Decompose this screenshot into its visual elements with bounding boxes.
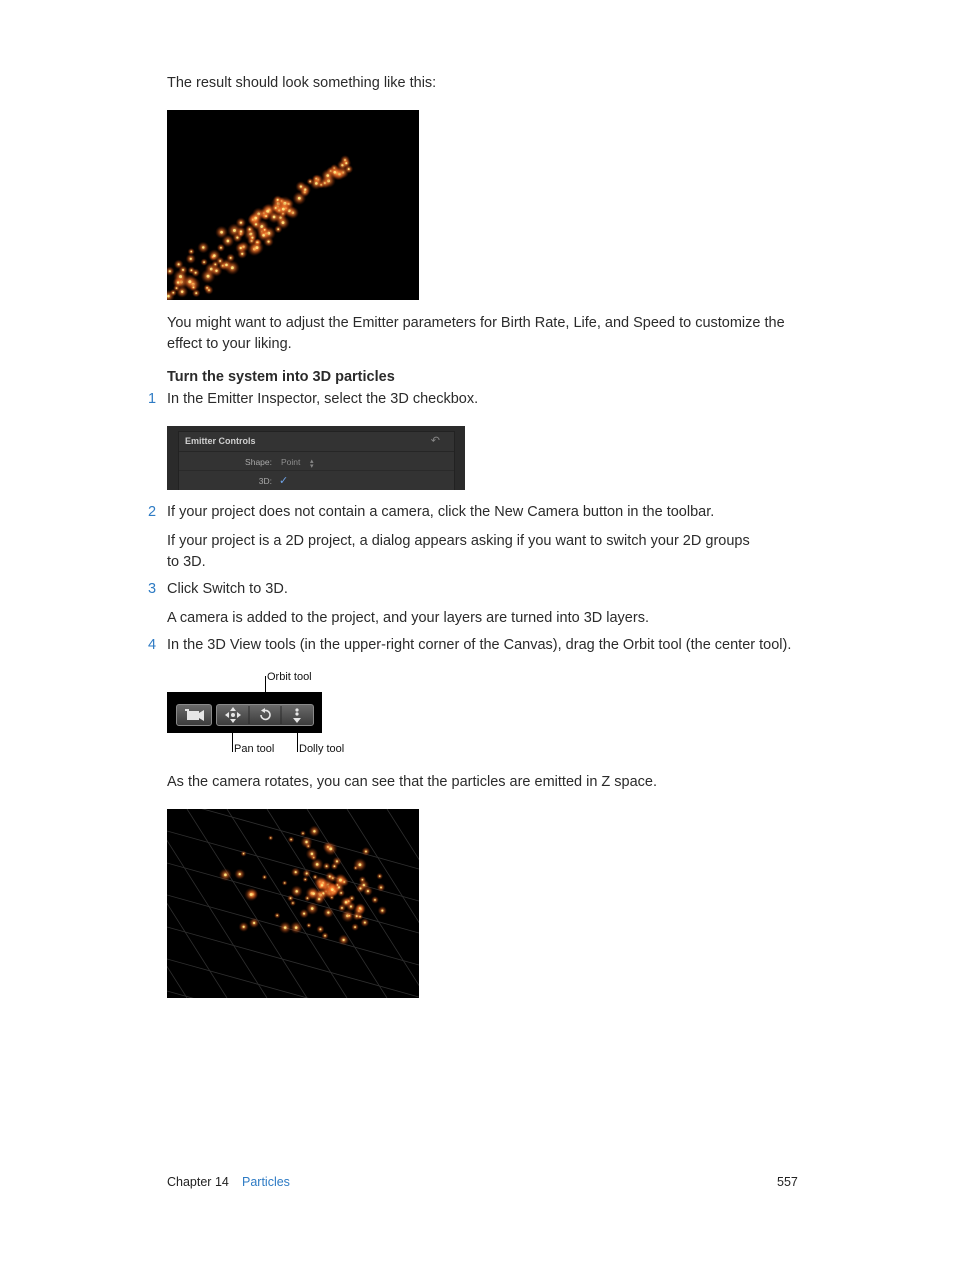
- adjust-paragraph-line2: effect to your liking.: [167, 336, 292, 352]
- panel-divider-2: [179, 470, 454, 471]
- intro-text: The result should look something like this:: [167, 75, 437, 91]
- particle: [253, 922, 255, 924]
- particle: [315, 182, 318, 185]
- step-text-2: If your project does not contain a camera, click the New Camera button in the toolbar.: [167, 504, 715, 520]
- particle: [215, 270, 217, 272]
- particle: [313, 830, 315, 832]
- particle: [324, 935, 325, 936]
- particle: [295, 890, 297, 892]
- particle: [295, 926, 298, 929]
- grid-line: [307, 809, 419, 998]
- particle: [203, 261, 205, 263]
- particle: [277, 228, 279, 230]
- particle: [379, 876, 380, 877]
- grid-line: [267, 809, 387, 998]
- particle: [320, 928, 322, 930]
- particle: [302, 833, 303, 834]
- particle: [190, 258, 192, 260]
- reset-icon[interactable]: ↶: [430, 435, 440, 447]
- shape-popup[interactable]: Point: [281, 457, 301, 467]
- particle: [169, 270, 171, 272]
- particle: [329, 847, 332, 850]
- particle: [349, 915, 350, 916]
- particle: [374, 899, 376, 901]
- particle: [256, 246, 259, 249]
- particles-3d-image: [167, 809, 419, 998]
- particle: [249, 228, 251, 230]
- footer-page-number: 557: [777, 1175, 798, 1189]
- footer-section-link[interactable]: Particles: [242, 1175, 290, 1189]
- dolly-tool-icon: [293, 708, 301, 723]
- particle: [220, 247, 222, 249]
- particle: [360, 888, 362, 890]
- new-camera-button[interactable]: [176, 704, 212, 726]
- particle: [303, 913, 305, 915]
- particle: [167, 295, 170, 298]
- particle: [195, 292, 197, 294]
- particle: [290, 839, 291, 840]
- particle: [227, 240, 230, 243]
- particle: [240, 247, 242, 249]
- particle: [265, 215, 267, 217]
- particle: [262, 234, 265, 237]
- particle: [316, 863, 319, 866]
- pan-tool-callout: Pan tool: [234, 743, 275, 755]
- particle: [264, 229, 266, 231]
- step-number-3: 3: [148, 581, 157, 597]
- particle: [354, 926, 356, 928]
- particle: [206, 287, 207, 288]
- particle: [220, 231, 223, 234]
- particle: [339, 879, 342, 882]
- particle: [181, 291, 183, 293]
- particle: [193, 287, 195, 289]
- emitter-controls-panel: [167, 426, 465, 490]
- particle: [188, 280, 191, 283]
- particle: [254, 217, 257, 220]
- particle: [300, 185, 302, 187]
- view-tools-group: [216, 704, 314, 726]
- orbit-tool-icon: [261, 708, 270, 719]
- particle: [359, 916, 360, 917]
- particle: [312, 892, 315, 895]
- particle: [345, 162, 347, 164]
- section-heading: Turn the system into 3D particles: [167, 369, 395, 385]
- particle: [243, 853, 244, 854]
- particle: [240, 231, 242, 233]
- particle: [251, 237, 253, 239]
- view-tools-toolbar: [167, 692, 322, 733]
- particle: [270, 837, 271, 838]
- particle: [191, 251, 192, 252]
- particle: [236, 237, 238, 239]
- particle: [318, 898, 320, 900]
- adjust-paragraph-line1: You might want to adjust the Emitter parameters for Birth Rate, Life, and Speed to customize the: [167, 315, 785, 331]
- particle: [240, 222, 242, 224]
- particle: [202, 246, 204, 248]
- grid-line: [167, 991, 419, 998]
- particle: [178, 263, 180, 265]
- step-text-4: In the 3D View tools (in the upper-right corner of the Canvas), drag the Orbit tool (the center tool).: [167, 637, 792, 653]
- particle: [321, 884, 323, 886]
- step2-note-line2: to 3D.: [167, 554, 206, 570]
- particle: [343, 939, 345, 941]
- step-number-2: 2: [148, 504, 157, 520]
- particle: [359, 863, 362, 866]
- step3-note: A camera is added to the project, and your layers are turned into 3D layers.: [167, 610, 649, 626]
- particle: [341, 907, 343, 909]
- particle: [268, 241, 270, 243]
- particle: [239, 873, 241, 875]
- view-tools-icons: [217, 705, 313, 725]
- particle: [308, 925, 309, 926]
- footer-chapter: Chapter 14: [167, 1175, 229, 1189]
- particle: [292, 902, 293, 903]
- threed-label: 3D:: [258, 476, 272, 486]
- grid-line: [227, 809, 347, 998]
- grid-line: [167, 809, 267, 998]
- particles-2d-image: [167, 110, 419, 300]
- particle: [225, 264, 228, 267]
- particle: [282, 221, 285, 224]
- particle: [177, 281, 179, 283]
- pan-callout-line: [232, 727, 233, 752]
- particle: [364, 922, 366, 924]
- particle: [315, 876, 316, 877]
- particle: [359, 907, 361, 909]
- popup-stepper-icon[interactable]: ▴: [310, 458, 314, 465]
- particle: [207, 275, 210, 278]
- particles-3d-svg: [167, 809, 419, 998]
- particles-2d-svg: [167, 110, 419, 300]
- threed-checkbox[interactable]: ✓: [279, 475, 289, 487]
- particle: [331, 888, 334, 891]
- particle: [295, 871, 297, 873]
- step-text-3: Click Switch to 3D.: [167, 581, 288, 597]
- panel-divider: [179, 451, 454, 452]
- particle: [277, 915, 278, 916]
- grid-line: [167, 927, 419, 997]
- particle: [213, 254, 216, 257]
- step2-note-line1: If your project is a 2D project, a dialog appears asking if you want to switch your 2D groups: [167, 533, 750, 549]
- particle: [326, 174, 329, 177]
- particle: [243, 926, 245, 928]
- particle: [380, 887, 382, 889]
- particle: [311, 853, 313, 855]
- particle: [224, 874, 227, 877]
- particle: [273, 216, 276, 219]
- particle: [326, 865, 328, 867]
- closing-text: As the camera rotates, you can see that the particles are emitted in Z space.: [167, 774, 658, 790]
- dolly-tool-callout: Dolly tool: [299, 743, 345, 755]
- particle: [250, 893, 253, 896]
- particle: [282, 208, 285, 211]
- grid-line: [387, 809, 419, 998]
- particle: [305, 841, 307, 843]
- particle: [336, 860, 338, 862]
- orbit-tool-callout: Orbit tool: [267, 671, 312, 683]
- particle: [284, 926, 287, 929]
- grid-line: [167, 959, 419, 998]
- particle: [230, 257, 232, 259]
- particle: [290, 898, 291, 899]
- particle: [264, 877, 265, 878]
- particle: [306, 873, 308, 875]
- particle: [351, 898, 352, 899]
- particle: [327, 911, 329, 913]
- step-number-1: 1: [148, 391, 157, 407]
- particle: [365, 851, 367, 853]
- particle: [381, 910, 383, 912]
- shape-label: Shape:: [245, 457, 272, 467]
- particle: [298, 197, 301, 200]
- particle: [219, 260, 221, 262]
- grid-line: [167, 809, 187, 998]
- particle: [329, 876, 331, 878]
- step-number-4: 4: [148, 637, 157, 653]
- step-text-1: In the Emitter Inspector, select the 3D checkbox.: [167, 391, 479, 407]
- particle: [311, 907, 314, 910]
- pan-tool-icon: [225, 707, 241, 723]
- particle: [305, 879, 306, 880]
- dolly-callout-line: [297, 727, 298, 752]
- particle: [256, 241, 258, 243]
- particle: [334, 865, 336, 867]
- popup-stepper-down-icon[interactable]: ▾: [310, 463, 314, 470]
- particle: [195, 272, 197, 274]
- particle: [348, 168, 350, 170]
- particle: [233, 229, 236, 232]
- camera-icon: [177, 705, 211, 725]
- particle: [284, 882, 285, 883]
- particle: [367, 890, 369, 892]
- panel-title: Emitter Controls: [185, 436, 256, 446]
- particle: [172, 292, 174, 294]
- particle: [345, 901, 347, 903]
